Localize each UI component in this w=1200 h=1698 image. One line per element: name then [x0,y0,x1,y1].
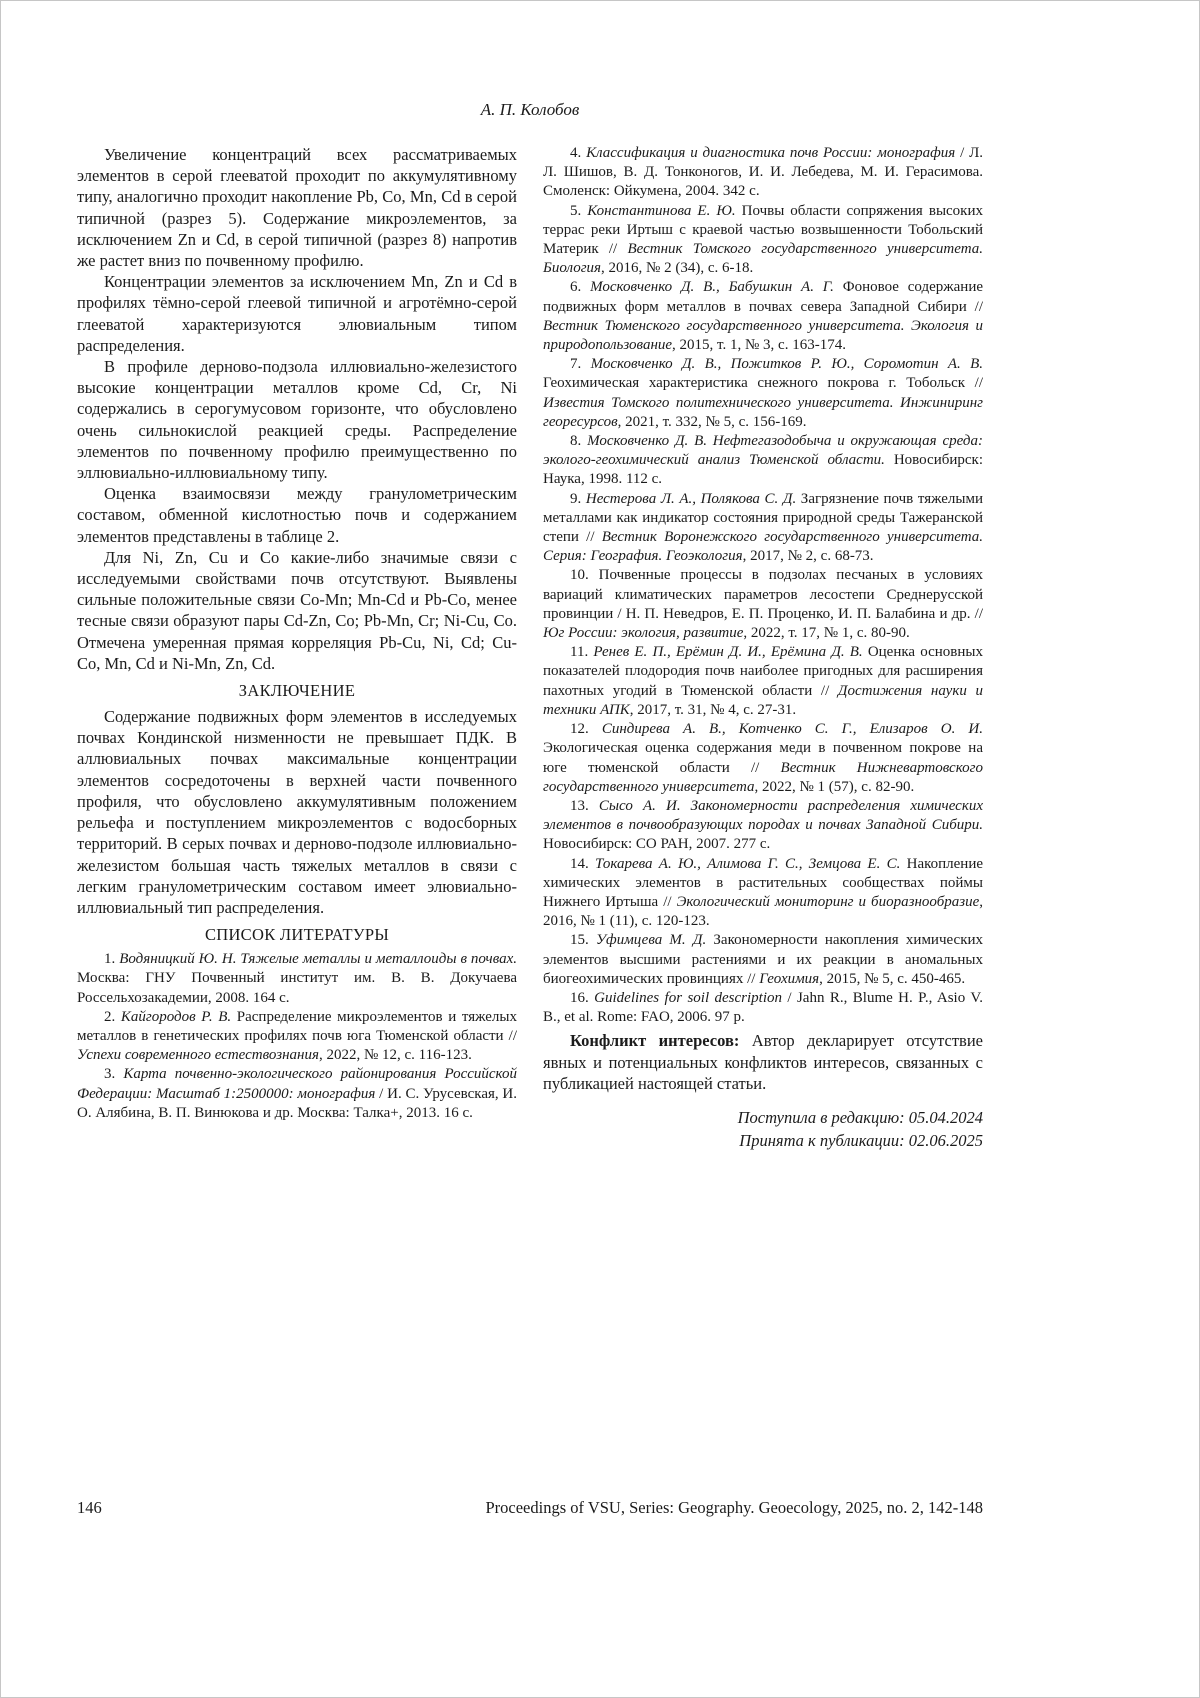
reference-item-15: 15. Уфимцева М. Д. Закономерности накопления химических элементов высшими растениями и их реакции в аномальных биогеохимических провинциях // Геохимия, 2015, № 5, с. 450-465. [543,932,984,987]
reference-item-4: 4. Классификация и диагностика почв России: монография / Л. Л. Шишов, В. Д. Тонконогов, И. И. Лебедева, М. И. Герасимова. Смоленск: Ойкумена, 2004. 342 с. [543,145,984,200]
reference-item-3: 3. Карта почвенно-экологического районирования Российской Федерации: Масштаб 1:2500000: монография / И. С. Урусевская, И. О. Алябина, В. П. Винюкова и др. Москва: Талка+, 2013. 16 с. [77,1066,518,1121]
reference-item-13: 13. Сысо А. И. Закономерности распределения химических элементов в почвообразующих породах и почвах Западной Сибири. Новосибирск: СО РАН, 2007. 277 с. [543,797,983,853]
reference-item-5: 5. Константинова Е. Ю. Почвы области сопряжения высоких террас реки Иртыш с краевой частью возвышенности Тобольский Материк // Вестник Томского государственного университета. Биология, 2016, № 2 (34), с. 6-18. [543,202,983,277]
conclusion-paragraph: Содержание подвижных форм элементов в исследуемых почвах Кондинской низменности не превышает ПДК. В аллювиальных почвах максимальные концентрации элементов сосредоточены в верхней части почвенного профиля, что обусловлено аккумулятивным положением рельефа и поступлением микроэлементов с водосборных территорий. В серых почвах и дерново-подзоле иллювиально-железистом большая часть тяжелых металлов в связи с легким гранулометрическим составом имеет элювиально-иллювиальный тип распределения. [77,707,517,917]
page-footer [77,1497,983,1518]
two-column-layout [77,144,983,1152]
right-column [543,144,983,1152]
references-heading: СПИСОК ЛИТЕРАТУРЫ [204,925,390,945]
running-head-author: А. П. Колобов [480,100,580,119]
page-number: 146 [77,1498,102,1517]
article-dates [543,1106,983,1152]
reference-item-6: 6. Московченко Д. В., Бабушкин А. Г. Фоновое содержание подвижных форм металлов в почвах севера Западной Сибири // Вестник Тюменского государственного университета. Экология и природопользование, 2015, т. 1, № 3, с. 163-174. [543,279,984,354]
reference-item-9: 9. Нестерова Л. А., Полякова С. Д. Загрязнение почв тяжелыми металлами как индикатор состояния природной среды Тажеранской степи // Вестник Воронежского государственного университета. Серия: География. Геоэкология, 2017, № 2, с. 68-73. [543,490,984,565]
conclusion-heading: ЗАКЛЮЧЕНИЕ [238,681,356,701]
reference-item-10: 10. Почвенные процессы в подзолах песчаных в условиях вариаций климатических параметров лесостепи Среднерусской провинции / Н. П. Неведров, Е. П. Проценко, И. П. Балабина и др. // Юг России: экология, развитие, 2022, т. 17, № 1, с. 80-90. [543,567,983,642]
reference-item-2: 2. Кайгородов Р. В. Распределение микроэлементов и тяжелых металлов в генетических профилях почв юга Тюменской области // Успехи современного естествознания, 2022, № 12, с. 116-123. [77,1008,517,1064]
reference-item-8: 8. Московченко Д. В. Нефтегазодобыча и окружающая среда: эколого-геохимический анализ Тюменской области. Новосибирск: Наука, 1998. 112 с. [543,433,983,488]
reference-item-12: 12. Синдирева А. В., Котченко С. Г., Елизаров О. И. Экологическая оценка содержания меди в почвенном покрове на юге тюменской области // Вестник Нижневартовского государственного университета, 2022, № 1 (57), с. 82-90. [543,721,983,795]
body-paragraph-4: Оценка взаимосвязи между гранулометрическим составом, обменной кислотностью почв и содержанием элементов представлены в таблице 2. [77,484,517,546]
reference-item-7: 7. Московченко Д. В., Пожитков Р. Ю., Соромотин А. В. Геохимическая характеристика снежного покрова г. Тобольск // Известия Томского политехнического университета. Инжиниринг георесурсов, 2021, т. 332, № 5, с. 156-169. [543,356,984,430]
conflict-of-interest-paragraph: Конфликт интересов: Автор декларирует отсутствие явных и потенциальных конфликтов интересов, связанных с публикацией настоящей статьи. [543,1031,984,1093]
reference-item-1: 1. Водяницкий Ю. Н. Тяжелые металлы и металлоиды в почвах. Москва: ГНУ Почвенный институт им. В. В. Докучаева Россельхозакадемии, 2008. 164 с. [77,951,518,1006]
left-column [77,144,517,1152]
reference-item-16: 16. Guidelines for soil description / Jahn R., Blume H. P., Asio V. B., et al. Rome: FAO, 2006. 97 p. [543,989,983,1026]
body-paragraph-3: В профиле дерново-подзола иллювиально-железистого высокие концентрации металлов кроме Cd, Cr, Ni содержались в серогумусовом горизонте, что обусловлено очень сильнокислой реакцией среды. Распределение элементов по почвенному профилю преимущественно по эллювиально-иллювиальному типу. [77,357,517,483]
body-paragraph-1: Увеличение концентраций всех рассматриваемых элементов в серой глееватой проходит по аккумулятивному типу, аналогично проходит накопление Pb, Co, Mn, Cd в серой типичной (разрез 5). Содержание микроэлементов, за исключением Zn и Cd, в серой типичной (разрез 8) напротив же растет вниз по почвенному профилю. [77,145,517,271]
accepted-date: Принята к публикации: 02.06.2025 [739,1130,983,1150]
received-date: Поступила в редакцию: 05.04.2024 [737,1107,983,1127]
reference-item-11: 11. Ренев Е. П., Ерёмин Д. И., Ерёмина Д. В. Оценка основных показателей плодородия почв наиболее пригодных для расширения пахотных угодий в Тюменской области // Достижения науки и техники АПК, 2017, т. 31, № 4, с. 27-31. [543,644,984,718]
reference-item-14: 14. Токарева А. Ю., Алимова Г. С., Земцова Е. С. Накопление химических элементов в растительных сообществах поймы Нижнего Иртыша // Экологический мониторинг и биоразнообразие, 2016, № 1 (11), с. 120-123. [543,855,984,930]
body-paragraph-5: Для Ni, Zn, Cu и Co какие-либо значимые связи с исследуемыми свойствами почв отсутствуют. Выявлены сильные положительные связи Co-Mn; Mn-Cd и Pb-Co, менее тесные связи образуют пары Cd-Zn, Co; Pb-Mn, Cr; Ni-Cu, Co. Отмечена умеренная прямая корреляция Pb-Cu, Ni, Cd; Cu-Co, Mn, Cd и Ni-Mn, Zn, Cd. [77,547,517,673]
body-paragraph-2: Концентрации элементов за исключением Mn, Zn и Cd в профилях тёмно-серой глеевой типичной и агротёмно-серой глееватой характеризуются элювиальным типом распределения. [77,272,517,355]
journal-footer-line: Proceedings of VSU, Series: Geography. Geoecology, 2025, no. 2, 142-148 [485,1498,983,1517]
page-content [77,99,983,1152]
